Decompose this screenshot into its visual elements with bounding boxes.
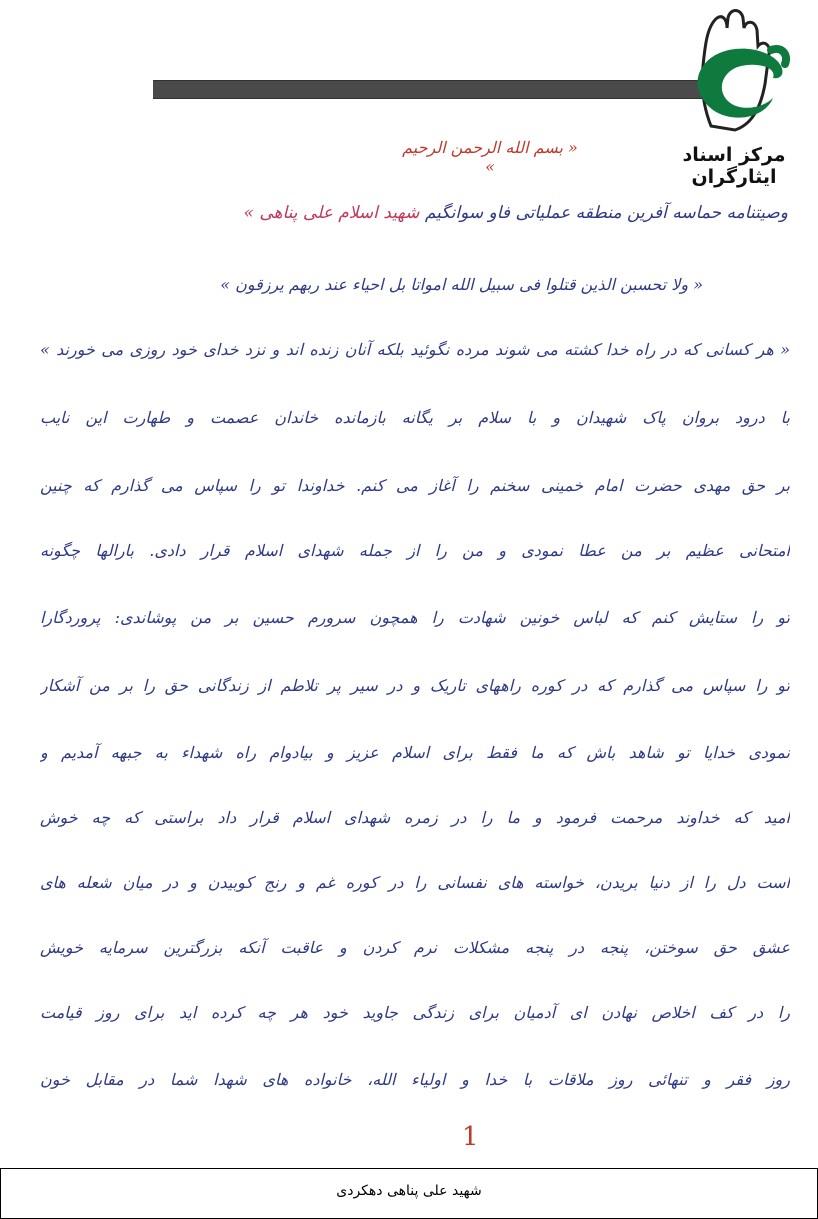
martyr-name-highlight: شهید اسلام علی پناهی » [243, 203, 420, 223]
body-line: را در کف اخلاص نهادن ای آدمیان برای زندگی جاوید خود هر چه کرده اید برای روز قیامت [40, 1003, 790, 1022]
body-line: تو را سپاس می گذارم که در کوره راههای تاریک و در سیر پر تلاطم از زندگانی حق را بر من آشکار [40, 676, 790, 695]
body-line: امتحانی عظیم بر من عطا نمودی و من را از جمله شهدای اسلام قرار دادی. بارالها چگونه [40, 541, 790, 560]
body-line: نمودی خدایا تو شاهد باش که ما فقط برای اسلام عزیز و بیادوام راه شهداء به جبهه آمدیم و [40, 743, 790, 762]
body-line: تو را ستایش کنم که لباس خونین شهادت را همچون سرورم حسین بر من پوشاندی: پروردگارا [40, 608, 790, 627]
quran-verse: « ولا تحسبن الذین قتلوا فی سبیل الله امواتا بل احیاء عند ربهم یرزقون » [220, 275, 703, 294]
body-line: روز فقر و تنهائی روز ملاقات با خدا و اولیاء الله، خانواده های شهدا شما در مقابل خون [40, 1070, 790, 1089]
body-line: عشق حق سوختن، پنجه در پنجه مشکلات نرم کردن و عاقبت آنکه بزرگترین سرمایه خویش [40, 938, 790, 957]
body-line: « هر کسانی که در راه خدا کشته می شوند مرده نگوئید بلکه آنان زنده اند و نزد خدای خود روزی می خورند » [40, 340, 790, 359]
caption-box [0, 1168, 818, 1219]
logo-text: مرکز اسناد ایثارگران [682, 144, 786, 188]
body-line: است دل را از دنیا بریدن، خواسته های نفسانی را در کوره غم و رنج کوبیدن و در میان شعله های [40, 873, 790, 892]
page-number: 1 [462, 1122, 479, 1152]
body-line: بر حق مهدی حضرت امام خمینی سخنم را آغاز می کنم. خداوندا تو را سپاس می گذارم که چنین [40, 476, 790, 495]
will-title-text: وصیتنامه حماسه آفرین منطقه عملیاتی فاو سوانگیم [424, 203, 788, 223]
martyr-caption: شهید علی پناهی دهکردی [336, 1183, 482, 1199]
bismillah-heading: « بسم الله الرحمن الرحیم » [402, 138, 578, 176]
body-line: با درود بروان پاک شهیدان و با سلام بر یگانه بازمانده خاندان عصمت و طهارت این نایب [40, 408, 790, 427]
body-line: امید که خداوند مرحمت فرمود و ما را در زمره شهدای اسلام قرار داد براستی که چه خوش [40, 808, 790, 827]
